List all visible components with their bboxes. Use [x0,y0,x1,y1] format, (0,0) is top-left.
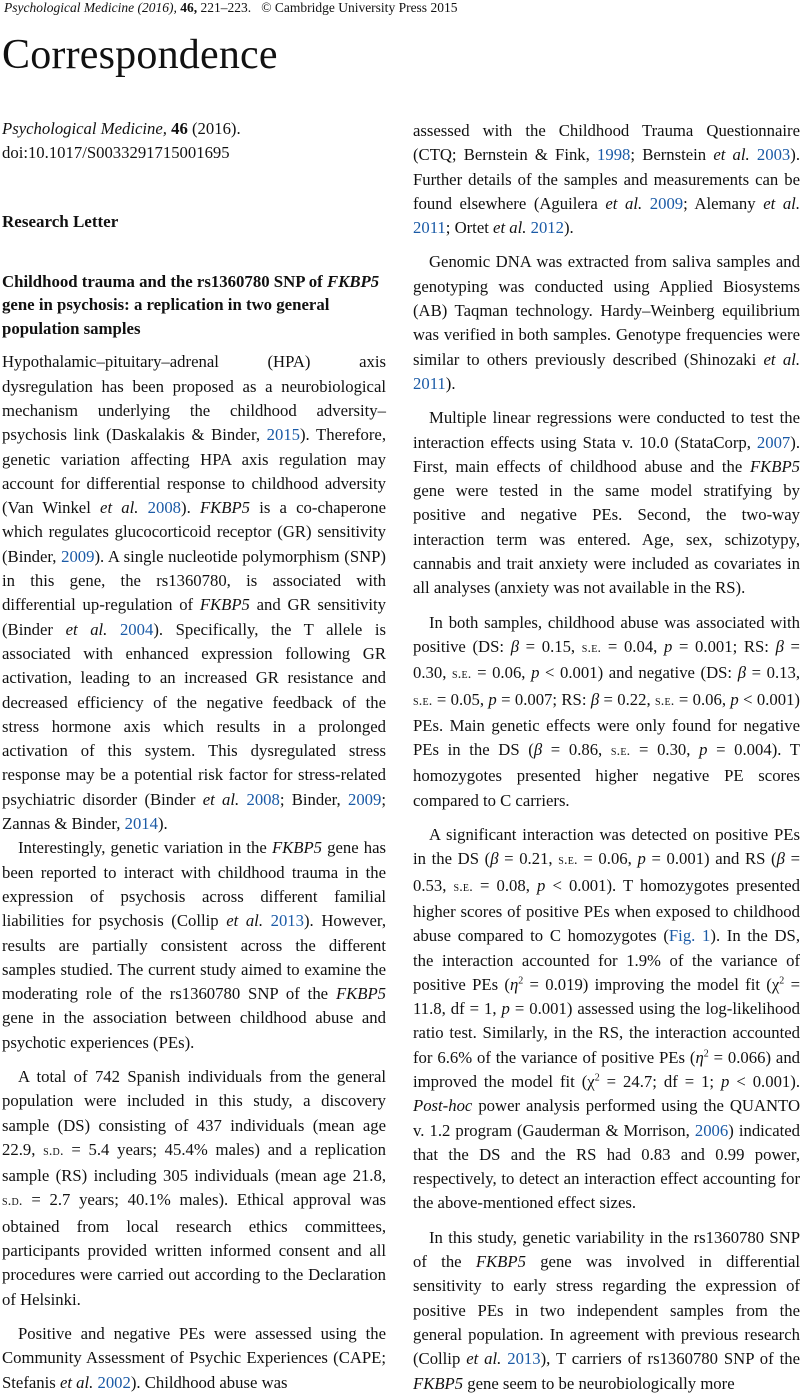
doi[interactable]: doi:10.1017/S0033291715001695 [2,143,230,163]
body-paragraph: In this study, genetic variability in the rs1360780 SNP of the FKBP5 gene was involved in differential sensitivity to early stress regarding the expression of positive PEs in two independent samples from the general population. In agreement with previous research (Collip et al. 2013), T carriers of rs1360780 SNP of the FKBP5 gene seem to be neurobiologically more [413,1227,800,1393]
citation-link[interactable]: 2003 [756,145,791,165]
body-paragraph: Positive and negative PEs were assessed using the Community Assessment of Psychic Experiences (CAPE; Stefanis et al. 2002). Childhood abuse was [2,1323,386,1392]
body-paragraph: In both samples, childhood abuse was associated with positive (DS: β = 0.15, s.e. = 0.04, p = 0.001; RS: β = 0.30, s.e. = 0.06, p < 0.001) and negative (DS: β = 0.13, s.e. = 0.05, p = 0.007; RS: β = 0.22, s.e. = 0.06, p < 0.001) PEs. Main genetic effects were only found for negative PEs in the DS (β = 0.86, s.e. = 0.30, p = 0.004). T homozygotes presented higher negative PE scores compared to C carriers. [413,612,800,810]
running-head-pages: 221–223. [200,0,252,15]
citation-link[interactable]: 2013 [270,911,304,931]
article-title-part-a: Childhood trauma and the rs1360780 SNP of [2,271,323,291]
body-paragraph: Multiple linear regressions were conducted to test the interaction effects using Stata v. 10.0 (StataCorp, 2007). First, main effects of childhood abuse and the FKBP5 gene were tested in the same model stratifying by positive and negative PEs. Second, the two-way interaction term was entered. Age, sex, schizotypy, cannabis and trait anxiety were included as covariates in all analyses (anxiety was not available in the RS). [413,408,800,598]
citation-link[interactable]: 2008 [147,498,182,518]
running-head [4,0,794,15]
body-paragraph: Interestingly, genetic variation in the FKBP5 gene has been reported to interact with childhood trauma in the expression of psychosis across different familial liabilities for psychosis (Collip et al. 2013). However, results are partially consistent across the different samples studied. The current study aimed to examine the moderating role of the rs1360780 SNP of the FKBP5 gene in the association between childhood abuse and psychotic experiences (PEs). [2,838,386,1052]
article-title-gene: FKBP5 [326,271,380,291]
section-title: Correspondence [2,32,278,78]
citation-link[interactable]: 2009 [347,789,382,809]
citation-link[interactable]: 2012 [530,218,564,238]
running-head-journal: Psychological Medicine (2016), [4,0,177,15]
article-title-part-b: gene in psychosis: a replication in two general population samples [2,295,330,338]
body-paragraph: Genomic DNA was extracted from saliva samples and genotyping was conducted using Applied Biosystems (AB) Taqman technology. Hardy–Weinberg equilibrium was verified in both samples. Genotype frequencies were similar to others previously described (Shinozaki et al. 2011). [413,252,800,393]
citation-link[interactable]: 2014 [124,814,158,834]
body-paragraph: A total of 742 Spanish individuals from the general population were included in this study, a discovery sample (DS) consisting of 437 individuals (mean age 22.9, s.d. = 5.4 years; 45.4% males) and a replication sample (RS) including 305 individuals (mean age 21.8, s.d. = 2.7 years; 40.1% males). Ethical approval was obtained from local research ethics committees, participants provided written informed consent and all procedures were carried out according to the Declaration of Helsinki. [2,1067,386,1309]
body-paragraph: assessed with the Childhood Trauma Questionnaire (CTQ; Bernstein & Fink, 1998; Bernstein et al. 2003). Further details of the samples and measurements can be found elsewhere (Aguilera et al. 2009; Alemany et al. 2011; Ortet et al. 2012). [413,121,800,238]
right-column [413,119,800,1396]
body-paragraph: Hypothalamic–pituitary–adrenal (HPA) axis dysregulation has been proposed as a neurobiological mechanism underlying the childhood adversity–psychosis link (Daskalakis & Binder, 2015). Therefore, genetic variation affecting HPA axis regulation may account for differential response to childhood adversity (Van Winkel et al. 2008). FKBP5 is a co-chaperone which regulates glucocorticoid receptor (GR) sensitivity (Binder, 2009). A single nucleotide polymorphism (SNP) in this gene, the rs1360780, is associated with differential up-regulation of FKBP5 and GR sensitivity (Binder et al. 2004). Specifically, the T allele is associated with enhanced expression following GR activation, leading to an increased GR resistance and decreased efficiency of the negative feedback of the stress hormone axis which results in a prolonged activation of this system. This dysregulated stress response may be a potential risk factor for stress-related psychiatric disorder (Binder et al. 2008; Binder, 2009; Zannas & Binder, 2014). [2,352,387,834]
citation-link[interactable]: 2004 [119,619,154,639]
citation-link[interactable]: 2011 [413,218,446,238]
body-paragraph: A significant interaction was detected on positive PEs in the DS (β = 0.21, s.e. = 0.06, p = 0.001) and RS (β = 0.53, s.e. = 0.08, p < 0.001). T homozygotes presented higher scores of positive PEs when exposed to childhood abuse compared to C homozygotes (Fig. 1). In the DS, the interaction accounted for 1.9% of the variance of positive PEs $(\eta^2 = 0.019)$ improving the model fit ($\chi^2 = 11.8$, df = 1, p = 0.001) assessed using the log-likelihood ratio test. Similarly, in the RS, the interaction accounted for 6.6% of the variance of positive PEs $(\eta^2 = 0.066)$ and improved the model fit ($\chi^2 = 24.7$; df = 1; p < 0.001). Post-hoc power analysis performed using the QUANTO v. 1.2 program (Gauderman & Morrison, 2006) indicated that the DS and the RS had 0.83 and 0.99 power, respectively, to detect an interaction effect accounting for the above-mentioned effect sizes. [413,825,800,1213]
citation-link[interactable]: 2007 [756,432,791,452]
article-type: Research Letter [2,211,119,231]
citation-year: (2016). [192,119,241,138]
citation-link[interactable]: 2006 [694,1120,729,1140]
figure-link[interactable]: Fig. 1 [668,926,711,946]
citation-link[interactable]: 2009 [649,193,684,213]
citation-line [2,117,386,141]
left-column [2,117,386,1395]
citation-link[interactable]: 2013 [507,1349,541,1369]
running-head-volume: 46, [180,0,198,15]
running-head-copyright: © Cambridge University Press 2015 [261,0,458,15]
citation-link[interactable]: 2008 [246,789,280,809]
citation-link[interactable]: 2015 [266,425,300,445]
citation-volume: 46 [171,119,188,138]
article-title [2,270,386,341]
citation-journal: Psychological Medicine, [2,119,167,138]
citation-link[interactable]: 2011 [413,373,446,393]
citation-link[interactable]: 2002 [97,1372,131,1392]
citation-link[interactable]: 2009 [61,546,95,566]
citation-link[interactable]: 1998 [597,145,631,165]
